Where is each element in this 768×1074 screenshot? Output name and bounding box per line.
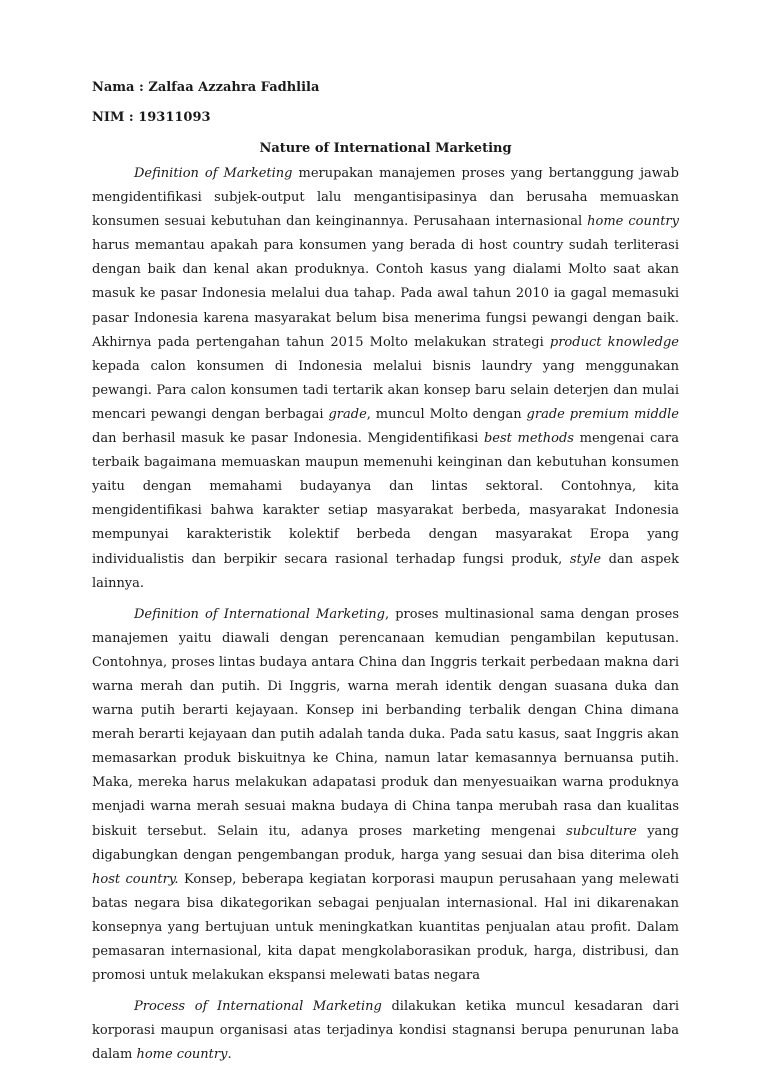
italic-term: Definition of International Marketing	[134, 606, 385, 622]
text-run: merupakan manajemen proses yang bertanggung jawab mengidentifikasi subjek-output lalu mengantisipasinya dan berusaha memuaskan konsumen sesuai kebutuhan dan keinginannya. Perusahaan internasional	[92, 166, 679, 230]
italic-term: Process of International Marketing	[134, 999, 382, 1015]
italic-term: host country.	[92, 871, 179, 887]
text-run: dan aspek lainnya.	[92, 551, 679, 591]
italic-term: grade premium middle	[526, 406, 680, 422]
paragraph-2	[92, 603, 679, 989]
text-run: Konsep, beberapa kegiatan korporasi maupun perusahaan yang melewati batas negara bisa dikategorikan sebagai penjualan internasional. Hal ini dikarenakan konsepnya yang bertujuan untuk meningkatkan kuantitas penjualan atau profit. Dalam pemasaran internasional, kita dapat mengkolaborasikan produk, harga, distribusi, dan promosi untuk melakukan ekspansi melewati batas negara	[92, 871, 679, 984]
text-run: mengenai cara terbaik bagaimana memuaskan maupun memenuhi keinginan dan kebutuhan konsumen yaitu dengan memahami budayanya dan lintas sektoral. Contohnya, kita mengidentifikasi bahwa karakter setiap masyarakat berbeda, masyarakat Indonesia mempunyai karakteristik kolektif berbeda dengan masyarakat Eropa yang individualistis dan berpikir secara rasional terhadap fungsi produk,	[92, 431, 680, 567]
italic-term: Definition of Marketing	[134, 166, 293, 181]
document-title: Nature of International Marketing	[259, 141, 512, 156]
text-run: harus memantau apakah para konsumen yang berada di host country sudah terliterasi dengan baik dan kenal akan produknya. Contoh kasus yang dialami Molto saat akan masuk ke pasar Indonesia melalui dua tahap. Pada awal tahun 2010 ia gagal memasuki pasar Indonesia karena masyarakat belum bisa menerima fungsi pewangi dengan baik. Akhirnya pada pertengahan tahun 2015 Molto melakukan strategi	[92, 238, 679, 350]
italic-term: best methods	[483, 431, 574, 447]
text-run: kepada calon konsumen di Indonesia melalui bisnis laundry yang menggunakan pewangi. Para calon konsumen tadi tertarik akan konsep baru selain deterjen dan mulai mencari pewangi dengan berbagai	[92, 358, 679, 422]
text-run: dan berhasil masuk ke pasar Indonesia. Mengidentifikasi	[92, 431, 484, 447]
italic-term: home country	[136, 1047, 228, 1063]
document-body	[92, 162, 679, 1067]
text-run: , proses multinasional sama dengan proses manajemen yaitu diawali dengan perencanaan kemudian pengambilan keputusan. Contohnya, proses lintas budaya antara China dan Inggris terkait perbedaan makna dari warna merah dan putih. Di Inggris, warna merah identik dengan suasana duka dan warna putih berarti kejayaan. Konsep ini berbanding terbalik dengan China dimana merah berarti kejayaan dan putih adalah tanda duka. Pada satu kasus, saat Inggris akan memasarkan produk biskuitnya ke China, namun latar kemasannya bernuansa putih. Maka, mereka harus melakukan adapatasi produk dan menyesuaikan warna produknya menjadi warna merah sesuai makna budaya di China tanpa merubah rasa dan kualitas biskuit tersebut. Selain itu, adanya proses marketing mengenai	[92, 606, 679, 839]
text-run: yang digabungkan dengan pengembangan produk, harga yang sesuai dan bisa diterima oleh	[92, 823, 679, 863]
italic-term: subculture	[566, 823, 637, 839]
italic-term: style	[569, 551, 602, 567]
text-run: , muncul Molto dengan	[366, 406, 527, 422]
paragraph-3	[92, 995, 679, 1067]
text-run: dilakukan ketika muncul kesadaran dari korporasi maupun organisasi atas terjadinya kondisi stagnansi berupa penurunan laba dalam	[92, 999, 679, 1063]
student-nim: NIM : 19311093	[92, 110, 211, 125]
italic-term: grade	[328, 406, 367, 422]
paragraph-1	[92, 162, 679, 596]
italic-term: product knowledge	[549, 334, 679, 350]
italic-term: home country	[587, 214, 679, 230]
text-run: .	[227, 1047, 232, 1063]
student-name: Nama : Zalfaa Azzahra Fadhlila	[92, 80, 320, 95]
document-page	[92, 78, 679, 1074]
